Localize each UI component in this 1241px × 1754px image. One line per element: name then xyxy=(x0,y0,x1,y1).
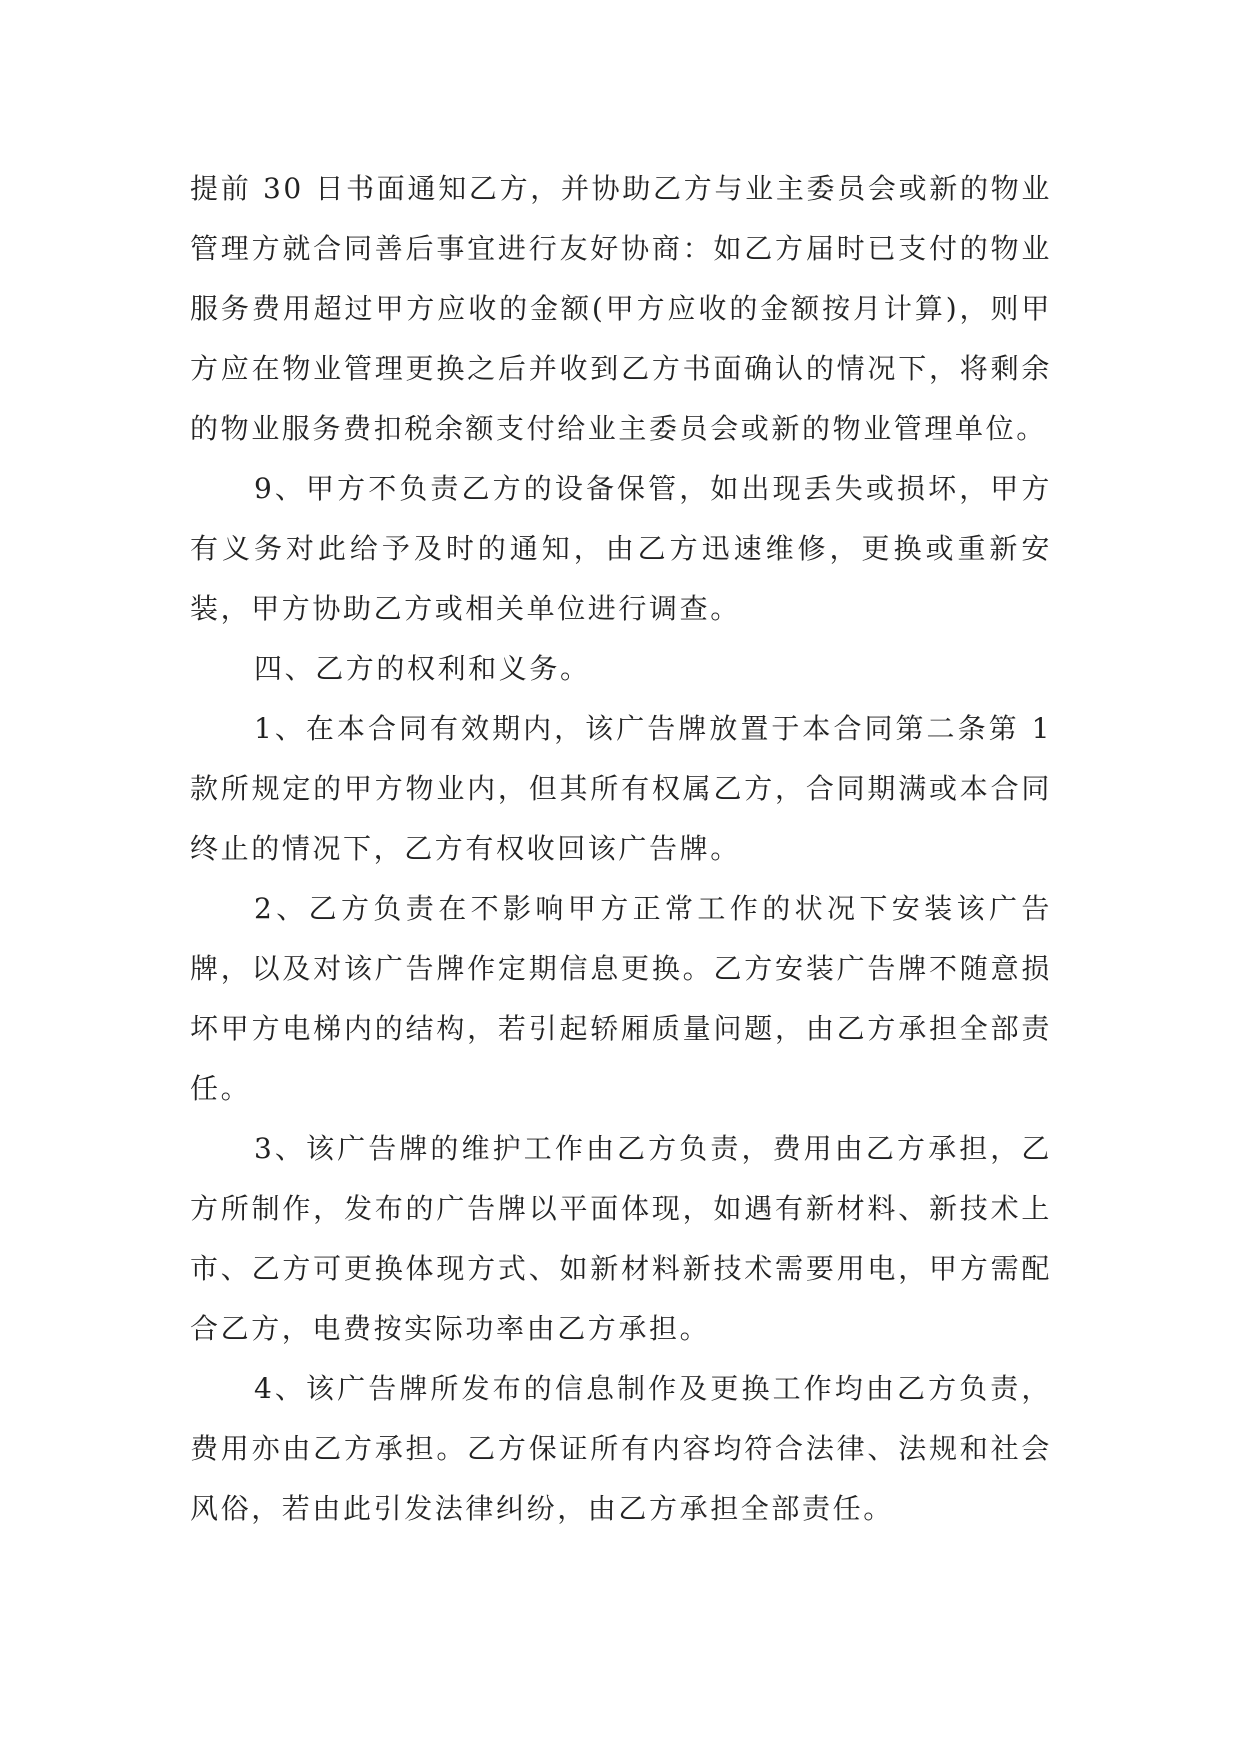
paragraph-clause-4: 4、该广告牌所发布的信息制作及更换工作均由乙方负责，费用亦由乙方承担。乙方保证所有内容均符合法律、法规和社会风俗，若由此引发法律纠纷，由乙方承担全部责任。 xyxy=(190,1372,1052,1525)
section-heading-4: 四、乙方的权利和义务。 xyxy=(254,652,591,685)
paragraph-clause-3: 3、该广告牌的维护工作由乙方负责，费用由乙方承担，乙方所制作，发布的广告牌以平面体现，如遇有新材料、新技术上市、乙方可更换体现方式、如新材料新技术需要用电，甲方需配合乙方，电费按实际功率由乙方承担。 xyxy=(190,1132,1052,1345)
document-body xyxy=(190,159,1052,1539)
paragraph-clause-1: 1、在本合同有效期内，该广告牌放置于本合同第二条第 1 款所规定的甲方物业内，但其所有权属乙方，合同期满或本合同终止的情况下，乙方有权收回该广告牌。 xyxy=(190,712,1052,865)
paragraph-continuation: 提前 30 日书面通知乙方，并协助乙方与业主委员会或新的物业管理方就合同善后事宜进行友好协商：如乙方届时已支付的物业服务费用超过甲方应收的金额(甲方应收的金额按月计算)，则甲方应在物业管理更换之后并收到乙方书面确认的情况下，将剩余的物业服务费扣税余额支付给业主委员会或新的物业管理单位。 xyxy=(190,172,1052,445)
paragraph-clause-2: 2、乙方负责在不影响甲方正常工作的状况下安装该广告牌，以及对该广告牌作定期信息更换。乙方安装广告牌不随意损坏甲方电梯内的结构，若引起轿厢质量问题，由乙方承担全部责任。 xyxy=(190,892,1052,1105)
paragraph-clause-9: 9、甲方不负责乙方的设备保管，如出现丢失或损坏，甲方有义务对此给予及时的通知，由乙方迅速维修，更换或重新安装，甲方协助乙方或相关单位进行调查。 xyxy=(190,472,1052,625)
